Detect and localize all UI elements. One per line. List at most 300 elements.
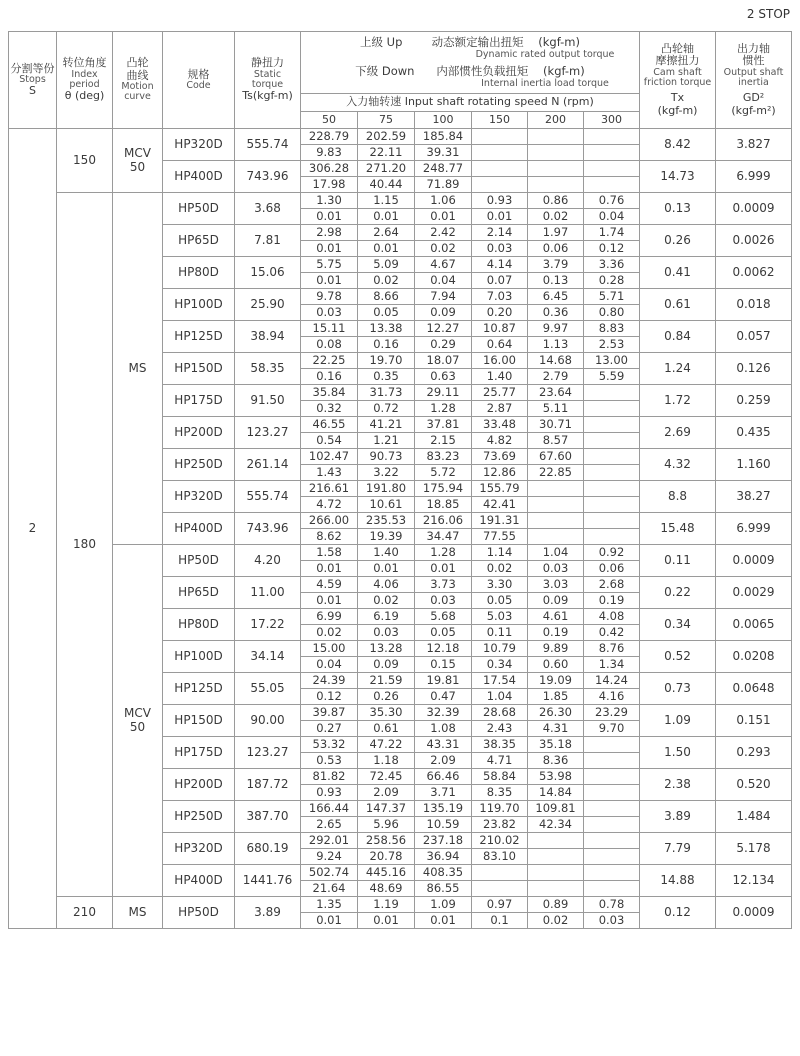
down-torque-cell: 1.08: [415, 721, 472, 737]
torque-spec-table: [8, 31, 792, 929]
up-torque-cell: [472, 161, 528, 177]
up-torque-cell: 26.30: [528, 705, 584, 721]
down-torque-cell: 0.02: [301, 625, 358, 641]
down-torque-cell: 20.78: [358, 849, 415, 865]
down-torque-cell: 0.01: [472, 209, 528, 225]
inertia-cell: 0.057: [716, 321, 792, 353]
down-torque-cell: 4.16: [584, 689, 640, 705]
up-torque-cell: 4.67: [415, 257, 472, 273]
header-cam-friction: 凸轮轴 摩擦扭力 Cam shaft friction torque Tx (kgf-m): [640, 32, 716, 129]
down-torque-cell: 1.43: [301, 465, 358, 481]
up-torque-cell: 1.04: [528, 545, 584, 561]
up-torque-cell: [528, 481, 584, 497]
up-torque-cell: 1.97: [528, 225, 584, 241]
friction-torque-cell: 1.72: [640, 385, 716, 417]
speed-100: 100: [415, 112, 472, 129]
down-torque-cell: [528, 849, 584, 865]
code-cell: HP150D: [163, 705, 235, 737]
inertia-cell: 0.0009: [716, 897, 792, 929]
code-cell: HP320D: [163, 129, 235, 161]
up-torque-cell: 235.53: [358, 513, 415, 529]
up-torque-cell: 38.35: [472, 737, 528, 753]
down-torque-cell: [584, 785, 640, 801]
static-torque-cell: 187.72: [235, 769, 301, 801]
down-torque-cell: 0.02: [358, 273, 415, 289]
static-torque-cell: 387.70: [235, 801, 301, 833]
up-torque-cell: 202.59: [358, 129, 415, 145]
friction-torque-cell: 0.61: [640, 289, 716, 321]
friction-torque-cell: 15.48: [640, 513, 716, 545]
inertia-cell: 0.0208: [716, 641, 792, 673]
friction-torque-cell: 0.26: [640, 225, 716, 257]
up-torque-cell: 1.35: [301, 897, 358, 913]
static-torque-cell: 7.81: [235, 225, 301, 257]
down-torque-cell: 1.13: [528, 337, 584, 353]
up-torque-cell: 147.37: [358, 801, 415, 817]
up-torque-cell: 1.28: [415, 545, 472, 561]
down-torque-cell: [472, 177, 528, 193]
inertia-cell: 1.160: [716, 449, 792, 481]
down-torque-cell: 0.04: [415, 273, 472, 289]
up-torque-cell: 271.20: [358, 161, 415, 177]
down-torque-cell: 0.26: [358, 689, 415, 705]
up-torque-cell: [584, 481, 640, 497]
code-cell: HP65D: [163, 225, 235, 257]
up-torque-cell: 6.19: [358, 609, 415, 625]
friction-torque-cell: 8.42: [640, 129, 716, 161]
down-torque-cell: 0.01: [415, 209, 472, 225]
up-torque-cell: 258.56: [358, 833, 415, 849]
label-up: 上级 Up: [360, 34, 403, 49]
down-torque-cell: 0.19: [584, 593, 640, 609]
down-torque-cell: 0.09: [415, 305, 472, 321]
up-torque-cell: 33.48: [472, 417, 528, 433]
down-torque-cell: 0.05: [358, 305, 415, 321]
up-torque-cell: [584, 833, 640, 849]
friction-torque-cell: 0.13: [640, 193, 716, 225]
up-torque-cell: 47.22: [358, 737, 415, 753]
up-torque-cell: 53.98: [528, 769, 584, 785]
up-torque-cell: 6.45: [528, 289, 584, 305]
inertia-cell: 3.827: [716, 129, 792, 161]
down-torque-cell: [584, 753, 640, 769]
down-torque-cell: [584, 881, 640, 897]
up-torque-cell: 2.68: [584, 577, 640, 593]
up-torque-cell: 9.97: [528, 321, 584, 337]
index-period-cell: 150: [57, 129, 113, 193]
down-torque-cell: 0.02: [528, 209, 584, 225]
down-torque-cell: 0.08: [301, 337, 358, 353]
friction-torque-cell: 14.88: [640, 865, 716, 897]
up-torque-cell: 14.24: [584, 673, 640, 689]
static-torque-cell: 4.20: [235, 545, 301, 577]
up-torque-cell: 228.79: [301, 129, 358, 145]
down-torque-cell: 0.04: [301, 657, 358, 673]
up-torque-cell: 21.59: [358, 673, 415, 689]
up-torque-cell: [584, 865, 640, 881]
down-torque-cell: 2.15: [415, 433, 472, 449]
down-torque-cell: 0.64: [472, 337, 528, 353]
down-torque-cell: 0.01: [358, 209, 415, 225]
down-torque-cell: 0.47: [415, 689, 472, 705]
down-torque-cell: [584, 145, 640, 161]
up-torque-cell: 0.78: [584, 897, 640, 913]
friction-torque-cell: 1.24: [640, 353, 716, 385]
up-torque-cell: 191.31: [472, 513, 528, 529]
down-torque-cell: 0.54: [301, 433, 358, 449]
up-torque-cell: 216.61: [301, 481, 358, 497]
static-torque-cell: 743.96: [235, 513, 301, 545]
down-torque-cell: 0.12: [301, 689, 358, 705]
up-torque-cell: 67.60: [528, 449, 584, 465]
down-torque-cell: 0.01: [358, 913, 415, 929]
up-torque-cell: 2.98: [301, 225, 358, 241]
up-torque-cell: 46.55: [301, 417, 358, 433]
static-torque-cell: 11.00: [235, 577, 301, 609]
header-stops: 分割等份 Stops S: [9, 32, 57, 129]
static-torque-cell: 15.06: [235, 257, 301, 289]
header-input-speed: 入力轴转速 Input shaft rotating speed N (rpm): [301, 94, 640, 112]
down-torque-cell: 40.44: [358, 177, 415, 193]
up-torque-cell: [584, 161, 640, 177]
up-torque-cell: 445.16: [358, 865, 415, 881]
up-torque-cell: 8.66: [358, 289, 415, 305]
static-torque-cell: 261.14: [235, 449, 301, 481]
up-torque-cell: 2.42: [415, 225, 472, 241]
up-torque-cell: 4.06: [358, 577, 415, 593]
down-torque-cell: 0.11: [472, 625, 528, 641]
up-torque-cell: 2.64: [358, 225, 415, 241]
friction-torque-cell: 2.38: [640, 769, 716, 801]
static-torque-cell: 123.27: [235, 417, 301, 449]
label-inertia-cn: 内部惯性负载扭矩: [436, 64, 529, 78]
table-row: [9, 545, 792, 561]
label-dynamic-en: Dynamic rated output torque: [475, 49, 615, 61]
friction-torque-cell: 0.12: [640, 897, 716, 929]
down-torque-cell: 8.35: [472, 785, 528, 801]
up-torque-cell: 19.09: [528, 673, 584, 689]
friction-torque-cell: 14.73: [640, 161, 716, 193]
up-torque-cell: 7.03: [472, 289, 528, 305]
up-torque-cell: [584, 417, 640, 433]
up-torque-cell: [584, 801, 640, 817]
down-torque-cell: 18.85: [415, 497, 472, 513]
inertia-cell: 5.178: [716, 833, 792, 865]
up-torque-cell: 19.70: [358, 353, 415, 369]
up-torque-cell: [584, 129, 640, 145]
up-torque-cell: 292.01: [301, 833, 358, 849]
header-torque-description: [301, 32, 640, 94]
header-motion-curve: 凸轮 曲线 Motion curve: [113, 32, 163, 129]
up-torque-cell: 15.11: [301, 321, 358, 337]
up-torque-cell: 109.81: [528, 801, 584, 817]
code-cell: HP320D: [163, 481, 235, 513]
up-torque-cell: 22.25: [301, 353, 358, 369]
friction-torque-cell: 0.73: [640, 673, 716, 705]
code-cell: HP175D: [163, 737, 235, 769]
label-inertia-en: Internal inertia load torque: [481, 78, 609, 90]
down-torque-cell: 0.03: [584, 913, 640, 929]
down-torque-cell: 0.09: [528, 593, 584, 609]
up-torque-cell: 90.73: [358, 449, 415, 465]
up-torque-cell: 119.70: [472, 801, 528, 817]
down-torque-cell: 2.65: [301, 817, 358, 833]
down-torque-cell: 0.61: [358, 721, 415, 737]
down-torque-cell: 1.40: [472, 369, 528, 385]
label-dynamic-unit: (kgf-m): [538, 34, 580, 49]
up-torque-cell: 7.94: [415, 289, 472, 305]
down-torque-cell: 8.57: [528, 433, 584, 449]
up-torque-cell: [584, 769, 640, 785]
up-torque-cell: 1.30: [301, 193, 358, 209]
static-torque-cell: 1441.76: [235, 865, 301, 897]
up-torque-cell: 1.09: [415, 897, 472, 913]
down-torque-cell: 10.61: [358, 497, 415, 513]
static-torque-cell: 555.74: [235, 129, 301, 161]
down-torque-cell: 0.16: [358, 337, 415, 353]
down-torque-cell: [584, 497, 640, 513]
down-torque-cell: [528, 177, 584, 193]
down-torque-cell: 0.03: [358, 625, 415, 641]
inertia-cell: 0.435: [716, 417, 792, 449]
down-torque-cell: 9.83: [301, 145, 358, 161]
down-torque-cell: 2.09: [358, 785, 415, 801]
down-torque-cell: [528, 145, 584, 161]
down-torque-cell: [472, 145, 528, 161]
down-torque-cell: 0.27: [301, 721, 358, 737]
up-torque-cell: 4.61: [528, 609, 584, 625]
up-torque-cell: 8.83: [584, 321, 640, 337]
up-torque-cell: 12.27: [415, 321, 472, 337]
code-cell: HP100D: [163, 289, 235, 321]
code-cell: HP50D: [163, 193, 235, 225]
inertia-cell: 0.0062: [716, 257, 792, 289]
down-torque-cell: 10.59: [415, 817, 472, 833]
down-torque-cell: [528, 881, 584, 897]
code-cell: HP400D: [163, 513, 235, 545]
up-torque-cell: 8.76: [584, 641, 640, 657]
down-torque-cell: 0.53: [301, 753, 358, 769]
up-torque-cell: [584, 737, 640, 753]
up-torque-cell: 3.03: [528, 577, 584, 593]
up-torque-cell: 81.82: [301, 769, 358, 785]
down-torque-cell: 0.01: [301, 593, 358, 609]
code-cell: HP400D: [163, 161, 235, 193]
code-cell: HP150D: [163, 353, 235, 385]
down-torque-cell: 0.1: [472, 913, 528, 929]
up-torque-cell: 29.11: [415, 385, 472, 401]
up-torque-cell: 13.28: [358, 641, 415, 657]
label-dynamic-cn: 动态额定输出扭矩: [431, 34, 524, 49]
table-row: [9, 897, 792, 913]
inertia-cell: 0.259: [716, 385, 792, 417]
up-torque-cell: 39.87: [301, 705, 358, 721]
down-torque-cell: 0.60: [528, 657, 584, 673]
friction-torque-cell: 1.50: [640, 737, 716, 769]
down-torque-cell: 42.34: [528, 817, 584, 833]
static-torque-cell: 3.68: [235, 193, 301, 225]
up-torque-cell: 185.84: [415, 129, 472, 145]
up-torque-cell: 237.18: [415, 833, 472, 849]
down-torque-cell: 9.70: [584, 721, 640, 737]
code-cell: HP200D: [163, 417, 235, 449]
up-torque-cell: 0.86: [528, 193, 584, 209]
up-torque-cell: 10.87: [472, 321, 528, 337]
code-cell: HP200D: [163, 769, 235, 801]
down-torque-cell: 0.20: [472, 305, 528, 321]
down-torque-cell: 0.02: [528, 913, 584, 929]
up-torque-cell: 23.64: [528, 385, 584, 401]
up-torque-cell: 502.74: [301, 865, 358, 881]
down-torque-cell: 4.71: [472, 753, 528, 769]
down-torque-cell: 0.01: [301, 913, 358, 929]
speed-300: 300: [584, 112, 640, 129]
inertia-cell: 0.018: [716, 289, 792, 321]
up-torque-cell: 58.84: [472, 769, 528, 785]
motion-curve-cell: MCV 50: [113, 545, 163, 897]
down-torque-cell: 2.87: [472, 401, 528, 417]
speed-200: 200: [528, 112, 584, 129]
up-torque-cell: 210.02: [472, 833, 528, 849]
index-period-cell: 210: [57, 897, 113, 929]
down-torque-cell: [584, 849, 640, 865]
down-torque-cell: 3.71: [415, 785, 472, 801]
up-torque-cell: 23.29: [584, 705, 640, 721]
up-torque-cell: 18.07: [415, 353, 472, 369]
up-torque-cell: 0.89: [528, 897, 584, 913]
friction-torque-cell: 8.8: [640, 481, 716, 513]
static-torque-cell: 55.05: [235, 673, 301, 705]
up-torque-cell: 0.92: [584, 545, 640, 561]
down-torque-cell: 0.05: [415, 625, 472, 641]
down-torque-cell: 0.09: [358, 657, 415, 673]
inertia-cell: 0.0029: [716, 577, 792, 609]
down-torque-cell: 0.28: [584, 273, 640, 289]
inertia-cell: 0.0009: [716, 193, 792, 225]
down-torque-cell: 39.31: [415, 145, 472, 161]
inertia-cell: 6.999: [716, 513, 792, 545]
up-torque-cell: 12.18: [415, 641, 472, 657]
up-torque-cell: 28.68: [472, 705, 528, 721]
up-torque-cell: 4.08: [584, 609, 640, 625]
up-torque-cell: 1.06: [415, 193, 472, 209]
down-torque-cell: 0.72: [358, 401, 415, 417]
inertia-cell: 0.0009: [716, 545, 792, 577]
code-cell: HP125D: [163, 321, 235, 353]
index-period-cell: 180: [57, 193, 113, 897]
down-torque-cell: 71.89: [415, 177, 472, 193]
up-torque-cell: 5.03: [472, 609, 528, 625]
down-torque-cell: 0.03: [528, 561, 584, 577]
up-torque-cell: [528, 865, 584, 881]
table-row: [9, 193, 792, 209]
speed-75: 75: [358, 112, 415, 129]
up-torque-cell: 31.73: [358, 385, 415, 401]
up-torque-cell: [528, 833, 584, 849]
page-tag: 2 STOP: [746, 7, 790, 21]
up-torque-cell: 135.19: [415, 801, 472, 817]
down-torque-cell: 19.39: [358, 529, 415, 545]
up-torque-cell: 155.79: [472, 481, 528, 497]
down-torque-cell: [584, 401, 640, 417]
up-torque-cell: 3.79: [528, 257, 584, 273]
friction-torque-cell: 4.32: [640, 449, 716, 481]
down-torque-cell: 0.03: [301, 305, 358, 321]
friction-torque-cell: 1.09: [640, 705, 716, 737]
down-torque-cell: 0.01: [358, 561, 415, 577]
up-torque-cell: [472, 129, 528, 145]
static-torque-cell: 3.89: [235, 897, 301, 929]
static-torque-cell: 58.35: [235, 353, 301, 385]
up-torque-cell: 25.77: [472, 385, 528, 401]
code-cell: HP50D: [163, 897, 235, 929]
up-torque-cell: 4.14: [472, 257, 528, 273]
down-torque-cell: 42.41: [472, 497, 528, 513]
down-torque-cell: 23.82: [472, 817, 528, 833]
down-torque-cell: 0.32: [301, 401, 358, 417]
down-torque-cell: 2.79: [528, 369, 584, 385]
motion-curve-cell: MCV 50: [113, 129, 163, 193]
up-torque-cell: 35.84: [301, 385, 358, 401]
up-torque-cell: 306.28: [301, 161, 358, 177]
down-torque-cell: 77.55: [472, 529, 528, 545]
friction-torque-cell: 0.34: [640, 609, 716, 641]
up-torque-cell: 66.46: [415, 769, 472, 785]
up-torque-cell: 191.80: [358, 481, 415, 497]
down-torque-cell: 17.98: [301, 177, 358, 193]
down-torque-cell: 0.04: [584, 209, 640, 225]
static-torque-cell: 34.14: [235, 641, 301, 673]
code-cell: HP250D: [163, 801, 235, 833]
down-torque-cell: 1.34: [584, 657, 640, 673]
header-output-inertia: 出力轴 惯性 Output shaft inertia GD² (kgf-m²): [716, 32, 792, 129]
down-torque-cell: 0.93: [301, 785, 358, 801]
friction-torque-cell: 0.41: [640, 257, 716, 289]
friction-torque-cell: 0.11: [640, 545, 716, 577]
down-torque-cell: 36.94: [415, 849, 472, 865]
header-code: 规格 Code: [163, 32, 235, 129]
down-torque-cell: 0.06: [528, 241, 584, 257]
down-torque-cell: 5.11: [528, 401, 584, 417]
up-torque-cell: 37.81: [415, 417, 472, 433]
up-torque-cell: 14.68: [528, 353, 584, 369]
friction-torque-cell: 7.79: [640, 833, 716, 865]
down-torque-cell: 0.35: [358, 369, 415, 385]
down-torque-cell: 0.06: [584, 561, 640, 577]
up-torque-cell: 3.30: [472, 577, 528, 593]
down-torque-cell: 22.85: [528, 465, 584, 481]
label-down: 下级 Down: [355, 64, 415, 78]
up-torque-cell: 3.73: [415, 577, 472, 593]
inertia-cell: 0.0026: [716, 225, 792, 257]
up-torque-cell: 5.71: [584, 289, 640, 305]
code-cell: HP50D: [163, 545, 235, 577]
speed-50: 50: [301, 112, 358, 129]
up-torque-cell: 6.99: [301, 609, 358, 625]
friction-torque-cell: 0.52: [640, 641, 716, 673]
down-torque-cell: 0.01: [415, 913, 472, 929]
up-torque-cell: 16.00: [472, 353, 528, 369]
code-cell: HP175D: [163, 385, 235, 417]
up-torque-cell: [584, 513, 640, 529]
friction-torque-cell: 2.69: [640, 417, 716, 449]
down-torque-cell: [528, 497, 584, 513]
down-torque-cell: 12.86: [472, 465, 528, 481]
inertia-cell: 0.293: [716, 737, 792, 769]
code-cell: HP80D: [163, 257, 235, 289]
down-torque-cell: 0.02: [415, 241, 472, 257]
inertia-cell: 12.134: [716, 865, 792, 897]
